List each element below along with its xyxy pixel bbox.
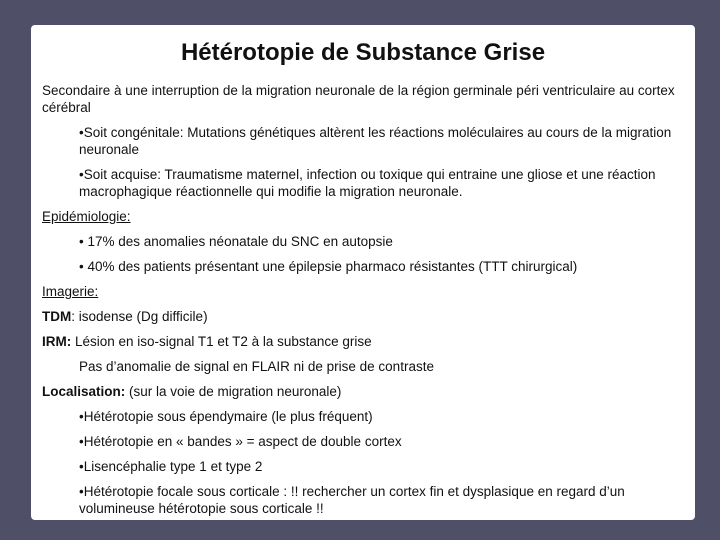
localisation-text: (sur la voie de migration neuronale) <box>125 384 342 399</box>
epidemiology-item: • 40% des patients présentant une épilepsie pharmaco résistantes (TTT chirurgical) <box>79 259 578 274</box>
imaging-heading: Imagerie: <box>42 284 99 299</box>
intro-text: Secondaire à une interruption de la migration neuronale de la région germinale péri ventriculaire au cortex cérébral <box>42 83 675 115</box>
irm-line <box>42 333 682 350</box>
localisation-item: •Hétérotopie sous épendymaire (le plus fréquent) <box>79 409 373 424</box>
localisation-item: •Hétérotopie en « bandes » = aspect de double cortex <box>79 434 402 449</box>
cause-acquired: •Soit acquise: Traumatisme maternel, infection ou toxique qui entraine une gliose et une réaction macrophagique réactionnelle qui modifie la migration neuronale. <box>79 167 656 199</box>
localisation-item: •Hétérotopie focale sous corticale : !! rechercher un cortex fin et dysplasique en regard d’un volumineuse hétérotopie sous corticale !! <box>79 484 625 516</box>
tdm-line <box>42 308 682 325</box>
localisation-line <box>42 383 682 400</box>
slide-title: Hétérotopie de Substance Grise <box>180 39 546 66</box>
epidemiology-heading: Epidémiologie: <box>42 209 131 224</box>
localisation-label: Localisation: <box>42 384 126 399</box>
tdm-label: TDM <box>42 309 72 324</box>
cause-congenital: •Soit congénitale: Mutations génétiques altèrent les réactions moléculaires au cours de la migration neuronale <box>79 125 672 157</box>
tdm-text: : isodense (Dg difficile) <box>71 309 208 324</box>
epidemiology-item: • 17% des anomalies néonatale du SNC en autopsie <box>79 234 393 249</box>
localisation-item: •Lisencéphalie type 1 et type 2 <box>79 459 263 474</box>
irm-text: Lésion en iso-signal T1 et T2 à la substance grise <box>71 334 372 349</box>
slide-content <box>42 82 682 517</box>
irm-sub: Pas d’anomalie de signal en FLAIR ni de prise de contraste <box>79 359 434 374</box>
irm-label: IRM: <box>42 334 72 349</box>
slide <box>31 25 695 520</box>
